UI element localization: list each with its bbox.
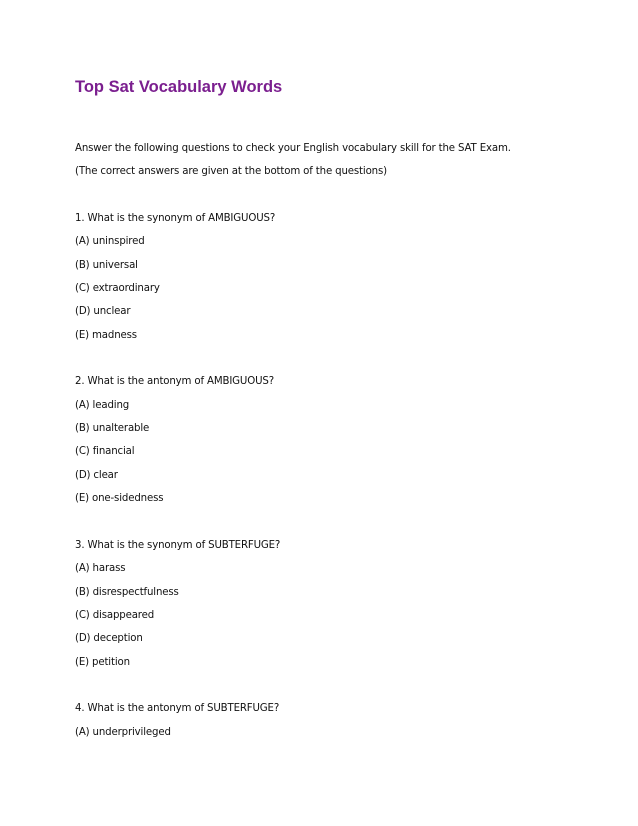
question-3-option-c: (C) disappeared [75, 610, 155, 621]
intro-note: (The correct answers are given at the bottom of the questions) [75, 166, 387, 177]
question-1-option-b: (B) universal [75, 260, 138, 271]
question-3-option-a: (A) harass [75, 563, 126, 574]
question-2-option-c: (C) financial [75, 446, 135, 457]
intro-line: Answer the following questions to check your English vocabulary skill for the SAT Exam. [75, 143, 511, 154]
question-3-option-e: (E) petition [75, 657, 130, 668]
question-3: 3. What is the synonym of SUBTERFUGE? [75, 540, 281, 551]
question-2-option-a: (A) leading [75, 400, 130, 411]
question-3-option-b: (B) disrespectfulness [75, 587, 179, 598]
question-2-option-b: (B) unalterable [75, 423, 150, 434]
question-1-option-e: (E) madness [75, 330, 137, 341]
document-title: Top Sat Vocabulary Words [75, 78, 283, 96]
question-2-option-e: (E) one-sidedness [75, 493, 164, 504]
question-2: 2. What is the antonym of AMBIGUOUS? [75, 376, 274, 387]
question-1: 1. What is the synonym of AMBIGUOUS? [75, 213, 276, 224]
question-3-option-d: (D) deception [75, 633, 143, 644]
question-1-option-d: (D) unclear [75, 306, 131, 317]
question-2-option-d: (D) clear [75, 470, 118, 481]
question-1-option-a: (A) uninspired [75, 236, 145, 247]
question-4-option-a: (A) underprivileged [75, 727, 171, 738]
question-1-option-c: (C) extraordinary [75, 283, 160, 294]
question-4: 4. What is the antonym of SUBTERFUGE? [75, 703, 280, 714]
